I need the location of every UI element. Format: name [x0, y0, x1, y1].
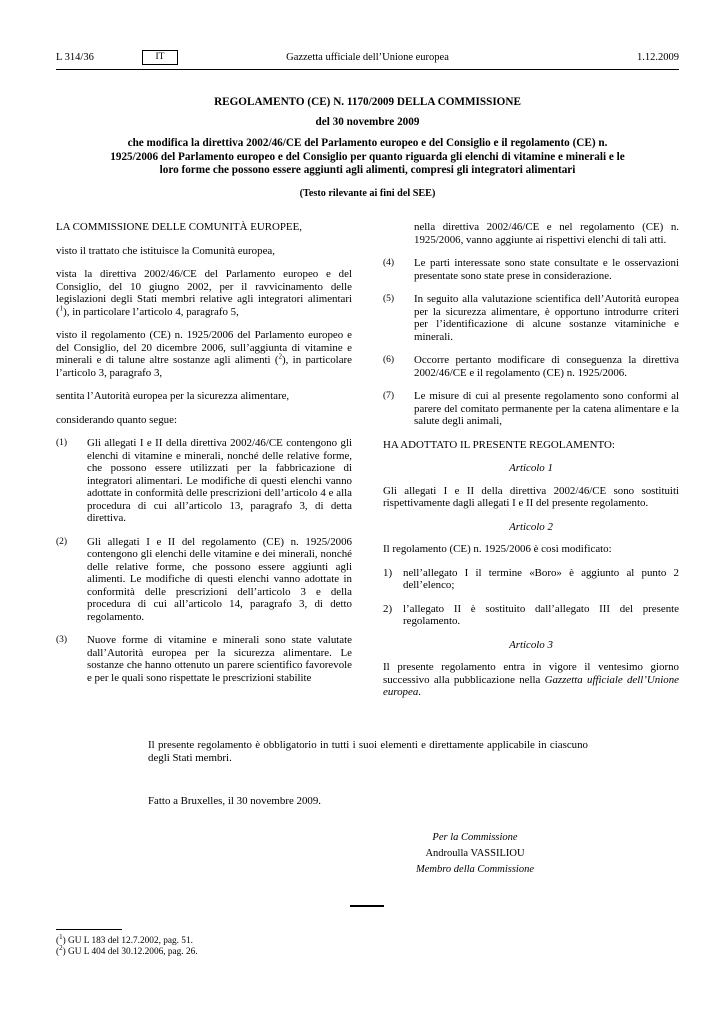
footnote-1: ($^1$) GU L 183 del 12.7.2002, pag. 51.: [56, 932, 193, 946]
journal-reference: L 314/36: [56, 52, 94, 63]
signature-block: [380, 830, 570, 878]
page-header: [56, 52, 679, 68]
signatory-name: Androulla VASSILIOU: [425, 848, 525, 859]
recital: [383, 390, 679, 428]
end-rule: [350, 905, 384, 907]
header-rule: [56, 69, 679, 70]
recital-number: (6): [383, 355, 395, 365]
footnote-ref: 2: [278, 352, 283, 361]
directive-citation: vista la direttiva 2002/46/CE del Parlamento europeo e del Consiglio, del 10 giugno 2002, per il ravvicinamento delle legislazioni degli Stati membri relative agli integratori alimentari ($^1$), in particolare l’articolo 4, paragrafo 5,: [56, 268, 352, 318]
article-1-text: Gli allegati I e II della direttiva 2002/46/CE sono sostituiti rispettivamente dagli allegati I e II del presente regolamento.: [383, 484, 679, 509]
recital: [383, 354, 679, 379]
language-badge: IT: [142, 50, 178, 65]
article-2-item: 2) l’allegato II è sostituito dall’allegato III del presente regolamento.: [383, 602, 679, 627]
recital-text: Gli allegati I e II del regolamento (CE) n. 1925/2006 contengono gli elenchi delle vitamine e dei minerali, nonché delle relative forme, che possono essere aggiunti agli alimenti. Le modifiche di questi elenchi vanno adottate in conformità delle prescrizioni dell’articolo 3 e della procedura di cui all’articolo 14, paragrafo 3, di detto regolamento.: [87, 535, 352, 623]
regulation-date: del 30 novembre 2009: [315, 115, 420, 128]
treaty-citation: visto il trattato che istituisce la Comunità europea,: [56, 244, 275, 257]
recital-text: Occorre pertanto modificare di conseguenza la direttiva 2002/46/CE e il regolamento (CE) n. 1925/2006.: [414, 354, 679, 379]
recital-text: Le parti interessate sono state consultate e le osservazioni presentate sono state prese in considerazione.: [414, 257, 679, 282]
signatory-role: Membro della Commissione: [415, 864, 535, 875]
recital-number: (5): [383, 294, 395, 304]
recital-continuation: nella direttiva 2002/46/CE e nel regolamento (CE) n. 1925/2006, vanno aggiunte ai rispettivi elenchi di tali atti.: [414, 221, 679, 246]
recital-text: Nuove forme di vitamine e minerali sono state valutate dall’Autorità europea per la sicurezza alimentare. Le sostanze che hanno ottenuto un parere scientifico favorevole e per le quali sono rispettate le prescrizioni stabilite: [87, 634, 352, 684]
regulation-subject: che modifica la direttiva 2002/46/CE del Parlamento europeo e del Consiglio e il regolamento (CE) n. 1925/2006 del Parlamento europeo e del Consiglio per quanto riguarda gli elenchi di vitamine e minerali e le loro forme che possono essere aggiunti agli alimenti, compresi gli integratori alimentari: [110, 137, 625, 176]
recital: [383, 293, 679, 343]
recital-number: (4): [383, 258, 395, 268]
eea-relevance: (Testo rilevante ai fini del SEE): [299, 187, 436, 199]
commission-heading: LA COMMISSIONE DELLE COMUNITÀ EUROPEE,: [56, 221, 302, 233]
recital-text: In seguito alla valutazione scientifica dell’Autorità europea per la sicurezza alimentare, è opportuno introdurre criteri per l’identificazione di alcune sostanze vitaminiche e minerali.: [414, 293, 679, 343]
recital-number: (1): [56, 438, 68, 448]
article-2-item: 1) nell’allegato I il termine «Boro» è aggiunto al punto 2 dell’elenco;: [383, 566, 679, 591]
recital-number: (2): [56, 536, 68, 547]
recital-text: Gli allegati I e II della direttiva 2002/46/CE contengono gli elenchi di vitamine e minerali, nonché delle relative forme, che possono essere utilizzati per la fabbricazione di integratori alimentari. Le modifiche di questi elenchi vanno adottate in conformità delle prescrizioni dell’articolo 4 e alla procedura di cui all’articolo 13, paragrafo 3, di detta direttiva.: [87, 437, 352, 524]
regulation-title-block: [110, 96, 625, 200]
article-1-title: Articolo 1: [509, 462, 553, 474]
considering-heading: considerando quanto segue:: [56, 413, 177, 426]
done-at: Fatto a Bruxelles, il 30 novembre 2009.: [148, 795, 322, 807]
article-2-intro: Il regolamento (CE) n. 1925/2006 è così modificato:: [383, 543, 612, 555]
regulation-title: REGOLAMENTO (CE) N. 1170/2009 DELLA COMMISSIONE: [214, 96, 521, 108]
adopted-heading: HA ADOTTATO IL PRESENTE REGOLAMENTO:: [383, 438, 615, 451]
recital-text: Le misure di cui al presente regolamento sono conformi al parere del comitato permanente per la catena alimentare e la salute degli animali,: [414, 390, 679, 427]
left-column: [56, 221, 352, 695]
signature-for: Per la Commissione: [432, 832, 518, 843]
recital: [56, 437, 352, 525]
footnote-ref: 1: [59, 303, 64, 312]
footnote-rule: [56, 929, 122, 930]
efsa-citation: sentita l’Autorità europea per la sicurezza alimentare,: [56, 390, 290, 402]
recital-number: (7): [383, 391, 395, 401]
footnote-2: ($^2$) GU L 404 del 30.12.2006, pag. 26.: [56, 943, 198, 957]
recital: [383, 257, 679, 282]
regulation-citation: visto il regolamento (CE) n. 1925/2006 del Parlamento europeo e del Consiglio, del 20 dicembre 2006, sull’aggiunta di vitamine e minerali e di talune altre sostanze agli alimenti ($^2$), in particolare l’articolo 3, paragrafo 3,: [56, 329, 352, 379]
recital: [56, 536, 352, 624]
article-3-title: Articolo 3: [509, 638, 553, 651]
journal-name-italic: Gazzetta ufficiale dell’Unione europea: [383, 673, 679, 698]
journal-title: Gazzetta ufficiale dell’Unione europea: [286, 52, 449, 63]
right-column: [383, 221, 679, 710]
recital: [56, 634, 352, 684]
article-3-text: Il presente regolamento entra in vigore il ventesimo giorno successivo alla pubblicazione nella Gazzetta ufficiale dell’Unione europea.: [383, 661, 679, 698]
recital-number: (3): [56, 635, 68, 645]
binding-statement: Il presente regolamento è obbligatorio in tutti i suoi elementi e direttamente applicabile in ciascuno degli Stati membri.: [148, 739, 588, 764]
article-2-title: Articolo 2: [509, 520, 553, 533]
publication-date: 1.12.2009: [637, 52, 679, 63]
